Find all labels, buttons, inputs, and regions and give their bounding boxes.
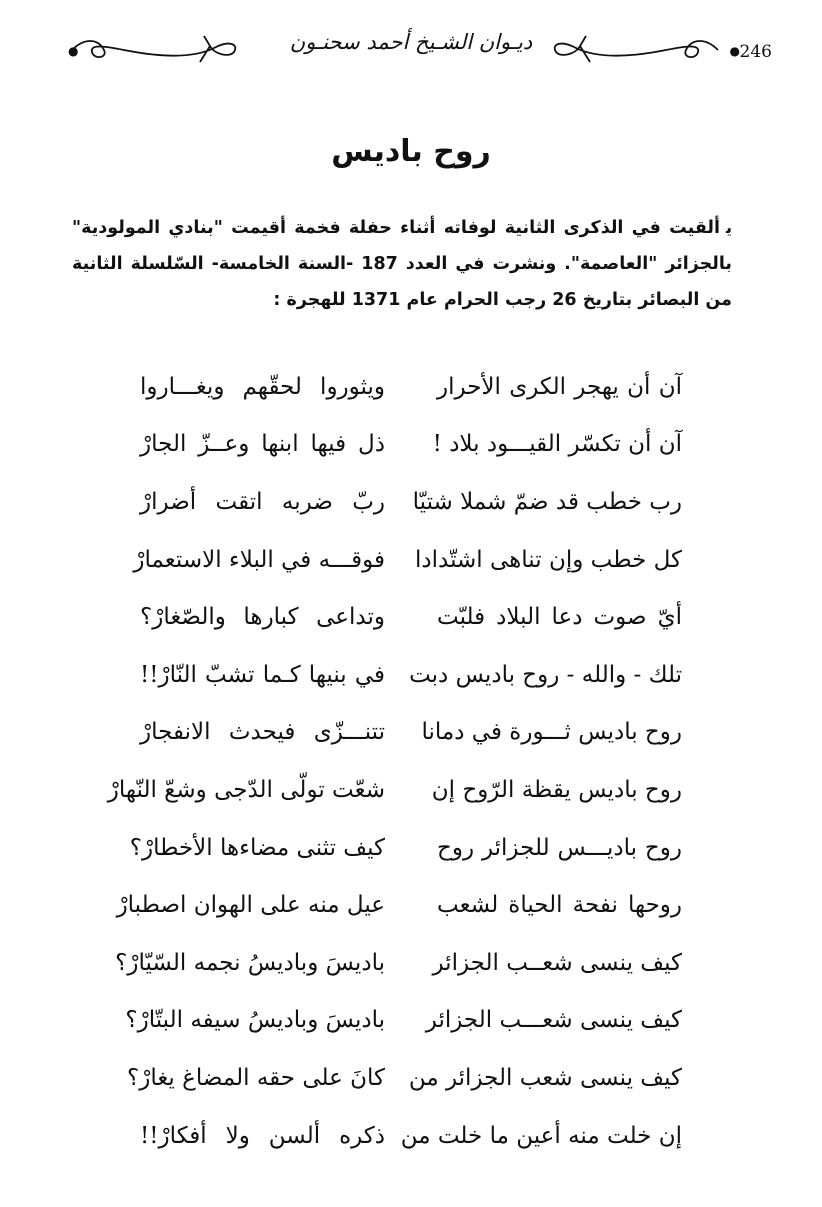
verse-second-hemistich: باديسَ وباديسُ سيفه البتّارْ؟ [125, 1007, 385, 1034]
verse-row [140, 646, 682, 704]
intro-text: ألقيت في الذكرى الثانية لوفاته أثناء حفلة فخمة أقيمت "بنادي المولودية" بالجزائر "العاصمة". ونشرت في العدد 187 -السنة الخامسة- السّلسلة الثانية من البصائر بتاريخ 26 رجب الحرام عام 1371 للهجرة : [72, 218, 732, 310]
verse-second-hemistich: كيف تثنى مضاءها الأخطارْ؟ [129, 834, 385, 861]
section-mark-icon: ﯾ [725, 218, 732, 237]
page-number: 246 [739, 42, 772, 62]
verse-row [140, 358, 682, 416]
verse-row [116, 876, 682, 934]
verse-row [140, 588, 682, 646]
verse-first-hemistich: كل خطب وإن تناهى اشتّدادا [414, 546, 682, 573]
verse-first-hemistich: روحها نفحة الحياة لشعب [437, 892, 682, 919]
verse-second-hemistich: باديسَ وباديسُ نجمه السّيّارْ؟ [115, 949, 385, 976]
verse-first-hemistich: روح باديس ثـــورة في دمانا [421, 719, 682, 746]
verse-second-hemistich: ذكره ألسن ولا أفكارْ!! [140, 1122, 385, 1149]
verse-second-hemistich: فوقـــه في البلاء الاستعمارْ [133, 546, 385, 573]
verse-first-hemistich: رب خطب قد ضمّ شملا شتيّا [412, 488, 682, 515]
verse-row [133, 531, 682, 589]
verse-row [107, 761, 682, 819]
verse-row [125, 992, 682, 1050]
verse-second-hemistich: شعّت تولّى الدّجى وشعّ النّهارْ [107, 776, 385, 803]
verse-row [127, 1049, 682, 1107]
verse-first-hemistich: كيف ينسى شعــب الجزائر [432, 949, 682, 976]
bullet-ornament: ● [729, 44, 740, 58]
verse-first-hemistich: أيّ صوت دعا البلاد فلبّت [437, 604, 682, 631]
intro-paragraph [72, 210, 732, 318]
page-header [50, 18, 772, 78]
bullet-ornament: ● [68, 44, 79, 58]
verse-row [129, 819, 682, 877]
verse-second-hemistich: عيل منه على الهوان اصطبارْ [116, 892, 385, 919]
verse-row [115, 934, 682, 992]
poem-body [107, 358, 682, 1164]
verse-row [140, 416, 682, 474]
verse-first-hemistich: إن خلت منه أعين ما خلت من [400, 1122, 682, 1149]
verse-second-hemistich: ويثوروا لحقّهم ويغـــاروا [140, 373, 385, 400]
verse-first-hemistich: تلك - والله - روح باديس دبت [409, 661, 682, 688]
verse-first-hemistich: آن أن تكسّر القيـــود بلاد ! [432, 431, 682, 458]
verse-row [140, 704, 682, 762]
verse-second-hemistich: كانَ على حقه المضاغ يغارْ؟ [127, 1064, 385, 1091]
verse-second-hemistich: تتنـــزّى فيحدث الانفجارْ [140, 719, 385, 746]
verse-second-hemistich: ذل فيها ابنها وعــزّ الجارْ [140, 431, 385, 458]
verse-second-hemistich: وتداعى كبارها والصّغارْ؟ [140, 604, 385, 631]
verse-first-hemistich: كيف ينسى شعب الجزائر من [408, 1064, 682, 1091]
verse-second-hemistich: ربّ ضربه اتقت أضرارْ [140, 488, 385, 515]
verse-first-hemistich: روح باديس يقظة الرّوح إن [431, 776, 682, 803]
flourish-ornament-right [546, 28, 726, 68]
poem-title: روح باديس [331, 134, 491, 170]
running-title: ديـوان الشـيخ أحمد سحنـون [289, 30, 533, 54]
verse-first-hemistich: آن أن يهجر الكرى الأحرار [437, 373, 682, 400]
verse-second-hemistich: في بنيها كـما تشبّ النّارْ!! [140, 661, 385, 688]
verse-row [140, 473, 682, 531]
verse-first-hemistich: كيف ينسى شعـــب الجزائر [425, 1007, 682, 1034]
verse-row [140, 1107, 682, 1165]
verse-first-hemistich: روح باديـــس للجزائر روح [437, 834, 682, 861]
